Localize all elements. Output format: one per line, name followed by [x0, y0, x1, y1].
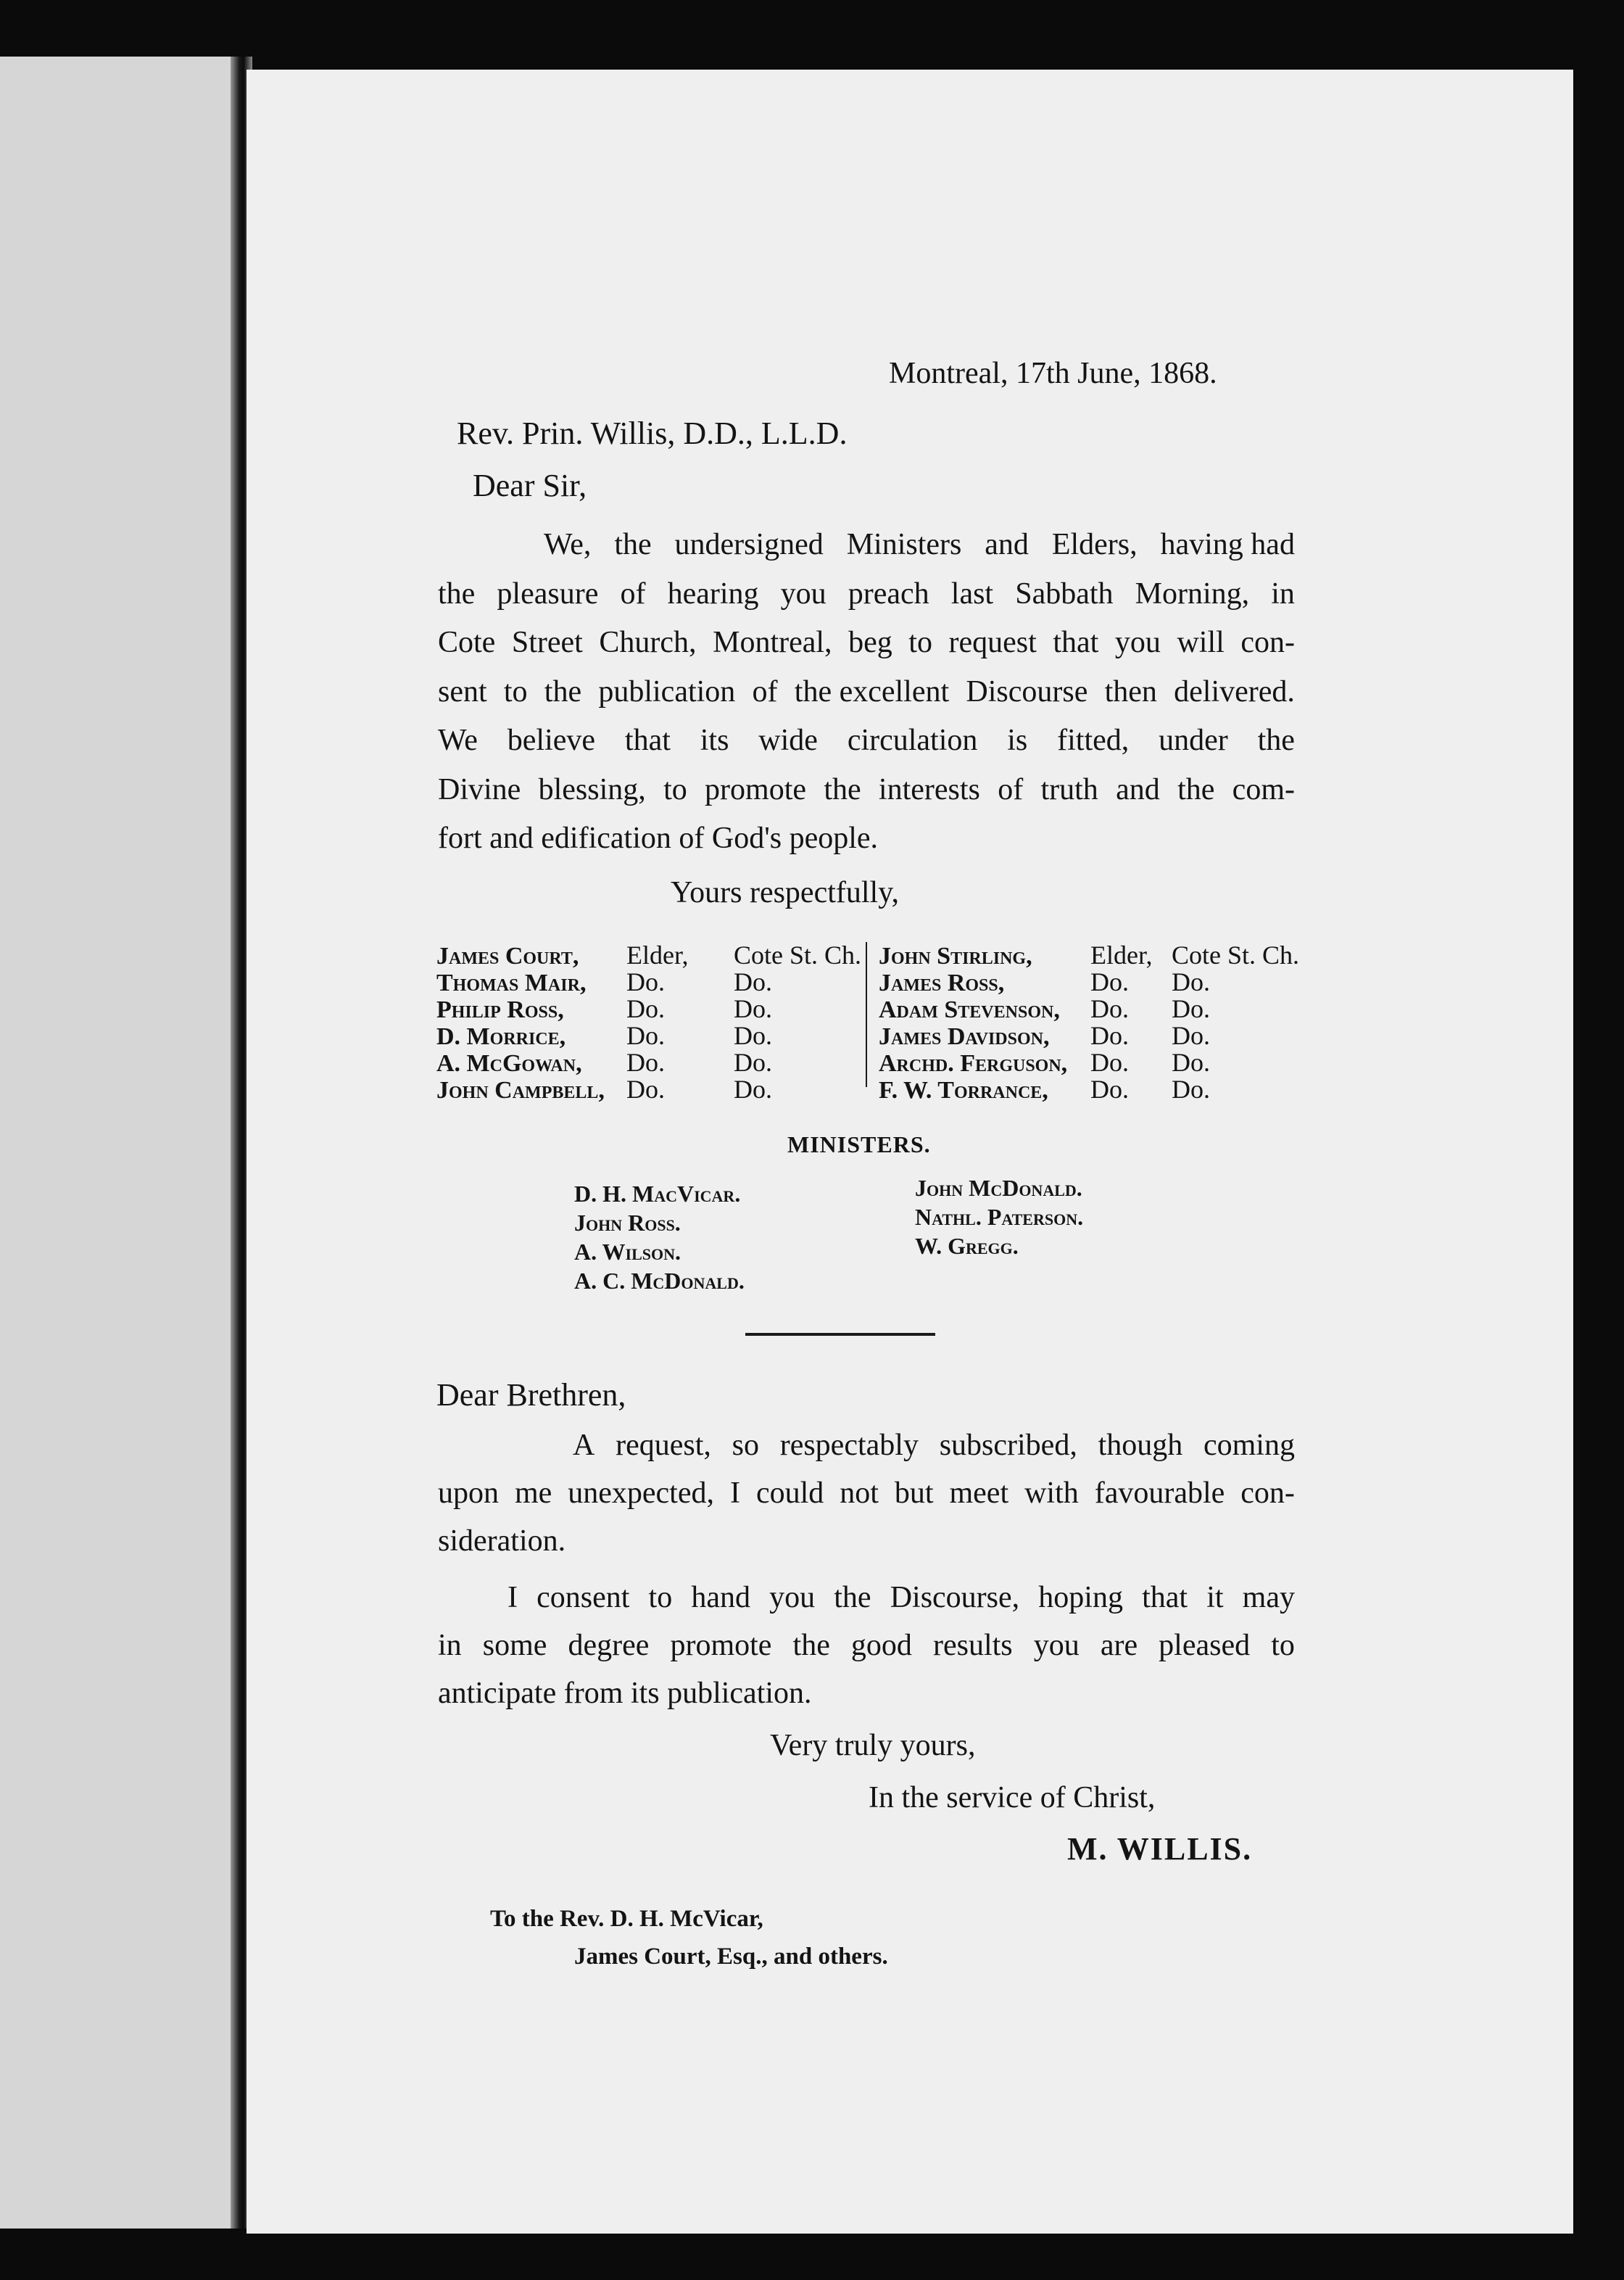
word: you: [769, 1581, 816, 1614]
word: We: [438, 724, 478, 757]
text-line: [438, 725, 1295, 756]
salutation: Dear Sir,: [473, 468, 587, 503]
elder-role: Elder,: [1090, 941, 1153, 970]
word: truth: [1040, 772, 1098, 806]
word: of: [998, 772, 1024, 806]
word: meet: [949, 1476, 1009, 1510]
text-line: [544, 529, 1295, 560]
place-date: Montreal, 17th June, 1868.: [889, 357, 1217, 390]
word: upon: [438, 1476, 499, 1510]
word: with: [1024, 1476, 1079, 1510]
word: beg: [848, 626, 892, 659]
word: Morning,: [1135, 577, 1250, 611]
word: Divine: [438, 772, 521, 806]
word: promote: [670, 1629, 772, 1662]
text-line: [438, 1630, 1295, 1661]
word: of: [620, 577, 646, 611]
word: hoping: [1038, 1581, 1123, 1614]
word: favourable: [1094, 1476, 1225, 1510]
word: sent: [438, 674, 487, 709]
word: of: [752, 674, 778, 709]
elder-church: Cote St. Ch.: [1172, 941, 1300, 970]
text-line: [573, 1430, 1295, 1461]
elder-church: Cote St. Ch.: [734, 941, 862, 970]
word: the: [1177, 772, 1215, 806]
elder-name: Adam Stevenson,: [879, 996, 1060, 1023]
elder-row: [879, 967, 1210, 996]
word: Street: [511, 626, 583, 659]
elder-role: Do.: [626, 994, 665, 1023]
minister-name: John Ross.: [574, 1210, 681, 1236]
elder-row: [879, 940, 1299, 969]
addressee: Rev. Prin. Willis, D.D., L.L.D.: [457, 416, 848, 451]
word: you: [1114, 626, 1161, 659]
text-line: [508, 1582, 1295, 1613]
elder-name: F. W. Torrance,: [879, 1077, 1048, 1104]
word: good: [850, 1629, 912, 1662]
minister-name: John McDonald.: [915, 1175, 1082, 1201]
word: but: [894, 1476, 934, 1510]
word: so: [732, 1429, 759, 1462]
word: preach: [848, 577, 929, 611]
word: not: [840, 1476, 879, 1510]
word: results: [933, 1629, 1013, 1662]
elder-role: Do.: [626, 967, 665, 996]
word: will: [1177, 626, 1225, 659]
elder-church: Do.: [1172, 1075, 1210, 1104]
word: pleasure: [497, 577, 599, 611]
elder-name: James Ross,: [879, 970, 1005, 996]
word: anticipate from its publication.: [438, 1677, 812, 1710]
word: fort and edification of God's people.: [438, 822, 879, 855]
elder-church: Do.: [734, 1075, 772, 1104]
word: subscribed,: [939, 1429, 1077, 1462]
elder-name: John Campbell,: [436, 1077, 605, 1104]
document-page: [246, 70, 1573, 2234]
word: I: [729, 1476, 740, 1510]
word: are: [1100, 1629, 1138, 1662]
word: may: [1242, 1581, 1295, 1614]
word: and: [985, 528, 1029, 561]
word: Church,: [599, 626, 697, 659]
word: to: [648, 1581, 673, 1614]
word: the: [438, 577, 476, 611]
text-line: [438, 1478, 1295, 1508]
reply-salutation: Dear Brethren,: [436, 1377, 626, 1413]
word: Ministers: [846, 528, 962, 561]
word: and: [1116, 772, 1160, 806]
elder-church: Do.: [734, 1048, 772, 1077]
word: the excellent: [794, 674, 950, 709]
text-line: [438, 772, 1295, 806]
word: is: [1007, 724, 1028, 757]
word: I: [508, 1581, 518, 1614]
word: hand: [691, 1581, 750, 1614]
footer-line-2: James Court, Esq., and others.: [574, 1944, 888, 1970]
text-line: [438, 1526, 1295, 1556]
elder-role: Do.: [1090, 1021, 1129, 1050]
word: undersigned: [674, 528, 824, 561]
elder-role: Do.: [1090, 1048, 1129, 1077]
word: Discourse,: [890, 1581, 1020, 1614]
word: some: [482, 1629, 547, 1662]
word: request: [948, 626, 1037, 659]
word: the: [792, 1629, 830, 1662]
word: to: [908, 626, 932, 659]
word: Discourse: [966, 674, 1088, 709]
word: last: [950, 577, 994, 611]
word: promote: [705, 772, 807, 806]
text-line: [438, 1678, 1295, 1709]
word: to: [503, 674, 528, 709]
word: interests: [878, 772, 980, 806]
elder-name: D. Morrice,: [436, 1023, 566, 1050]
word: that: [1053, 626, 1099, 659]
text-line: [438, 674, 1295, 709]
elder-name: Archd. Ferguson,: [879, 1050, 1068, 1077]
elder-name: James Court,: [436, 943, 579, 970]
word: to: [1271, 1629, 1295, 1662]
word: you: [1033, 1629, 1080, 1662]
word: com-: [1232, 772, 1295, 806]
word: wide: [758, 724, 818, 757]
elder-row: [436, 1074, 772, 1103]
word: in: [438, 1629, 462, 1662]
word: hearing: [667, 577, 759, 611]
text-line: [438, 579, 1295, 609]
word: con-: [1240, 626, 1295, 659]
word: con-: [1240, 1476, 1295, 1510]
word: its: [700, 724, 729, 757]
elder-name: James Davidson,: [879, 1023, 1050, 1050]
elder-role: Do.: [1090, 994, 1129, 1023]
word: delivered.: [1174, 674, 1295, 709]
word: then: [1104, 674, 1157, 709]
elder-name: Thomas Mair,: [436, 970, 587, 996]
word: circulation: [847, 724, 978, 757]
text-line: [438, 823, 1295, 854]
word: Elders,: [1051, 528, 1138, 561]
elder-church: Do.: [1172, 967, 1210, 996]
word: degree: [568, 1629, 650, 1662]
word: fitted,: [1057, 724, 1130, 757]
minister-name: A. Wilson.: [574, 1239, 682, 1265]
word: blessing,: [538, 772, 646, 806]
elder-role: Elder,: [626, 941, 689, 970]
facing-page-edge: [0, 57, 236, 2229]
word: that: [624, 724, 671, 757]
elder-row: [436, 994, 772, 1023]
elder-row: [879, 994, 1210, 1023]
elder-role: Do.: [626, 1075, 665, 1104]
elder-row: [879, 1047, 1210, 1076]
elder-row: [436, 940, 861, 969]
word: you: [780, 577, 826, 611]
word: the: [824, 772, 861, 806]
word: A: [573, 1429, 595, 1462]
word: that: [1142, 1581, 1188, 1614]
word: the: [544, 674, 582, 709]
word: believe: [507, 724, 596, 757]
elder-church: Do.: [1172, 1048, 1210, 1077]
ministers-heading: MINISTERS.: [787, 1131, 931, 1157]
word: to: [663, 772, 687, 806]
elder-name: John Stirling,: [879, 943, 1032, 970]
elder-row: [879, 1074, 1210, 1103]
word: though: [1098, 1429, 1183, 1462]
word: the: [1257, 724, 1295, 757]
word: could: [755, 1476, 824, 1510]
section-divider: [745, 1333, 935, 1336]
text-line: [438, 627, 1295, 658]
elder-church: Do.: [734, 1021, 772, 1050]
elder-church: Do.: [1172, 994, 1210, 1023]
word: pleased: [1159, 1629, 1251, 1662]
elder-role: Do.: [1090, 967, 1129, 996]
elder-row: [436, 1020, 772, 1049]
minister-name: D. H. MacVicar.: [574, 1181, 741, 1207]
elder-role: Do.: [626, 1048, 665, 1077]
word: coming: [1203, 1429, 1295, 1462]
minister-name: A. C. McDonald.: [574, 1268, 745, 1294]
elder-church: Do.: [1172, 1021, 1210, 1050]
elder-name: Philip Ross,: [436, 996, 564, 1023]
elder-row: [436, 1047, 772, 1076]
valediction-line-1: Very truly yours,: [770, 1729, 976, 1762]
word: unexpected,: [568, 1476, 714, 1510]
signature: M. WILLIS.: [1067, 1831, 1253, 1867]
word: Sabbath: [1015, 577, 1114, 611]
word: Montreal,: [713, 626, 832, 659]
footer-line-1: To the Rev. D. H. McVicar,: [490, 1906, 763, 1932]
word: consent: [536, 1581, 630, 1614]
word: Cote: [438, 626, 496, 659]
elder-church: Do.: [734, 967, 772, 996]
elder-church: Do.: [734, 994, 772, 1023]
word: sideration.: [438, 1524, 566, 1558]
column-divider: [866, 942, 867, 1087]
word: it: [1206, 1581, 1224, 1614]
word: request,: [616, 1429, 711, 1462]
minister-name: W. Gregg.: [915, 1233, 1019, 1259]
elder-name: A. McGowan,: [436, 1050, 582, 1077]
minister-name: Nathl. Paterson.: [915, 1204, 1084, 1230]
valediction-line-2: In the service of Christ,: [869, 1781, 1156, 1814]
elder-row: [436, 967, 772, 996]
word: having had: [1160, 528, 1295, 561]
word: under: [1159, 724, 1228, 757]
elder-role: Do.: [1090, 1075, 1129, 1104]
closing: Yours respectfully,: [671, 876, 899, 909]
word: me: [514, 1476, 552, 1510]
word: publication: [598, 674, 736, 709]
word: respectably: [779, 1429, 919, 1462]
word: the: [834, 1581, 871, 1614]
elder-row: [879, 1020, 1210, 1049]
word: in: [1271, 577, 1295, 611]
word: the: [614, 528, 652, 561]
word: We,: [544, 528, 592, 561]
elder-role: Do.: [626, 1021, 665, 1050]
